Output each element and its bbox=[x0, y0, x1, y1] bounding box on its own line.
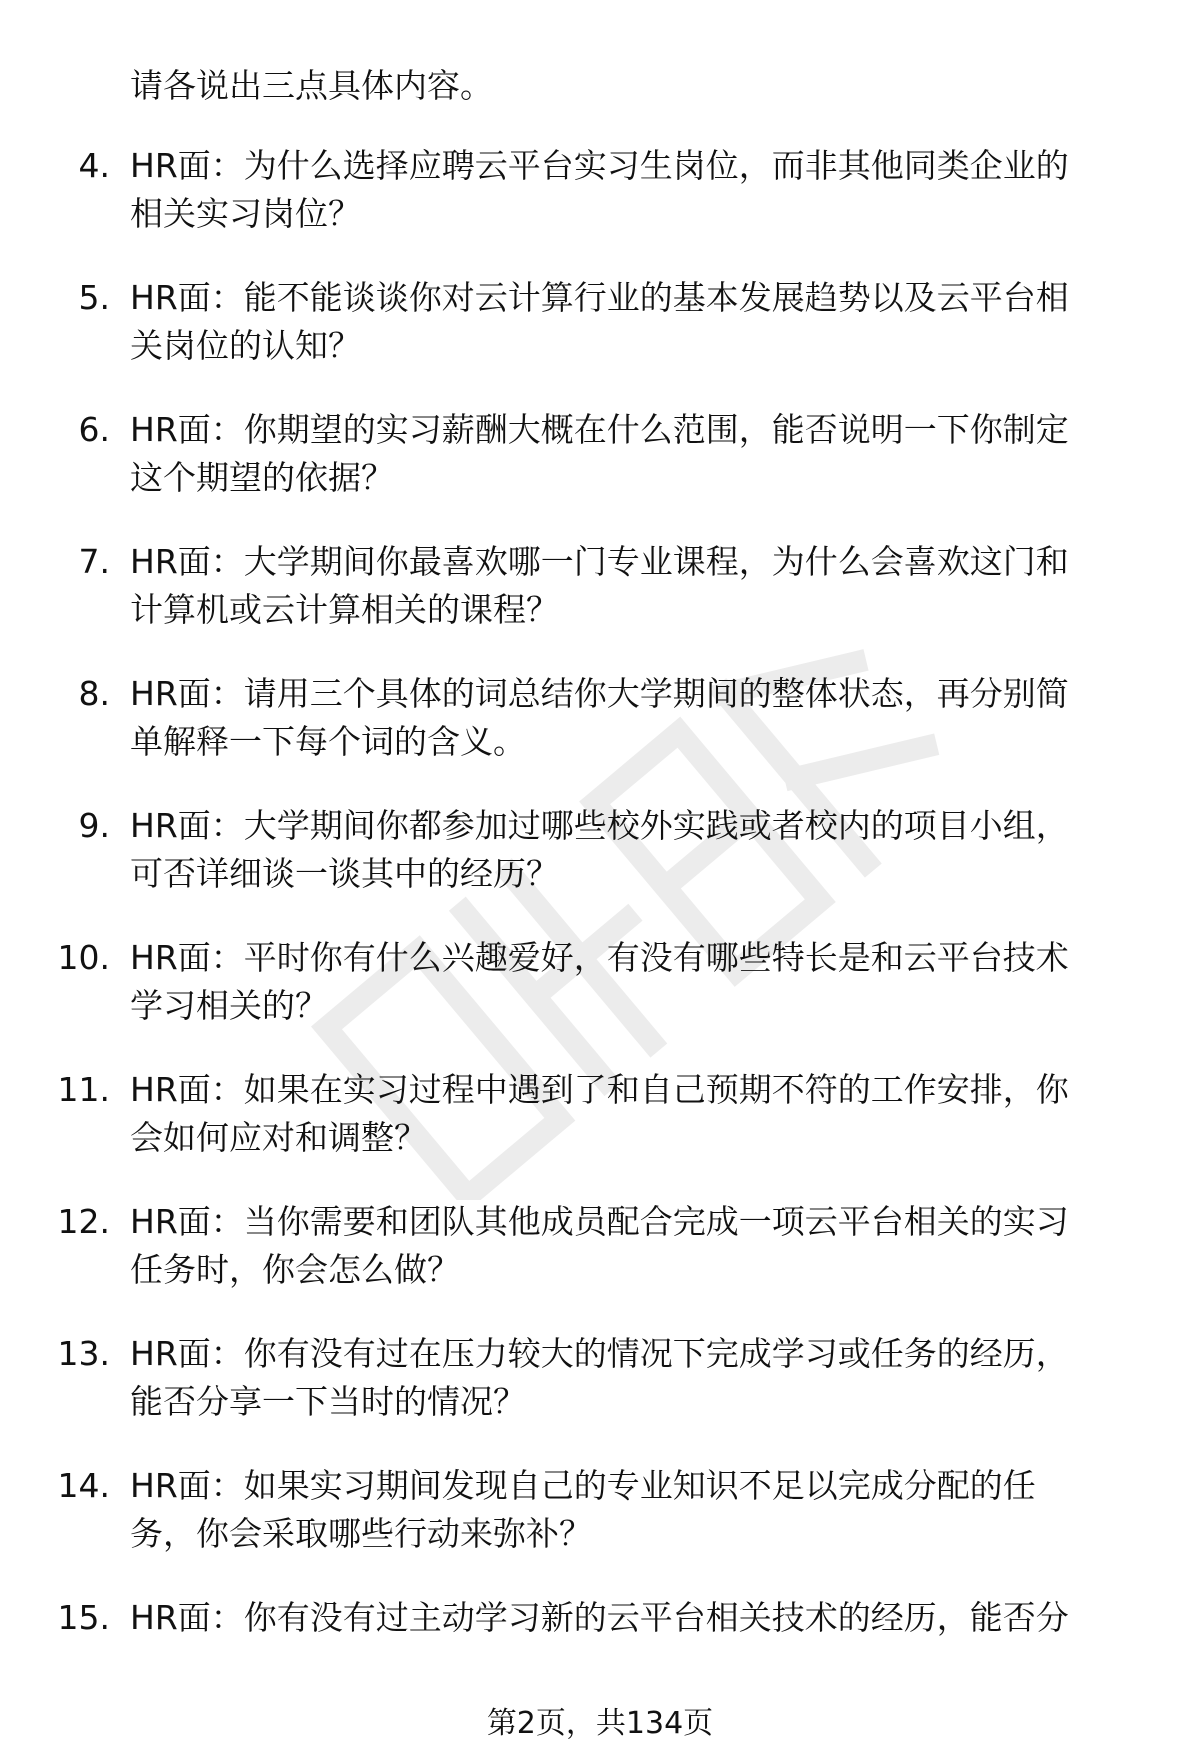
question-item bbox=[0, 406, 1200, 502]
question-item bbox=[0, 802, 1200, 898]
question-item bbox=[0, 274, 1200, 370]
question-text-line: 务，你会采取哪些行动来弥补？ bbox=[130, 1514, 592, 1553]
question-item bbox=[0, 1462, 1200, 1558]
question-item bbox=[0, 1594, 1200, 1690]
question-text-line: 相关实习岗位？ bbox=[130, 194, 361, 233]
question-text bbox=[130, 274, 1160, 370]
question-text bbox=[130, 670, 1160, 766]
question-text-line: HR面：为什么选择应聘云平台实习生岗位，而非其他同类企业的 bbox=[130, 146, 1069, 185]
question-text bbox=[130, 142, 1160, 238]
question-item bbox=[0, 142, 1200, 238]
question-list bbox=[0, 142, 1200, 1726]
question-text bbox=[130, 1594, 1160, 1642]
question-text-line: HR面：当你需要和团队其他成员配合完成一项云平台相关的实习 bbox=[130, 1202, 1069, 1241]
question-text-line: 关岗位的认知？ bbox=[130, 326, 361, 365]
question-text-line: 会如何应对和调整？ bbox=[130, 1118, 427, 1157]
question-text-line: HR面：大学期间你最喜欢哪一门专业课程，为什么会喜欢这门和 bbox=[130, 542, 1069, 581]
question-text-line: HR面：你有没有过主动学习新的云平台相关技术的经历，能否分 bbox=[130, 1598, 1069, 1637]
question-number: 7. bbox=[78, 542, 110, 581]
question-item bbox=[0, 1330, 1200, 1426]
question-item bbox=[0, 1066, 1200, 1162]
question-text-line: HR面：你期望的实习薪酬大概在什么范围，能否说明一下你制定 bbox=[130, 410, 1069, 449]
page-footer: 第2页，共134页 bbox=[486, 1706, 714, 1741]
question-text-line: HR面：大学期间你都参加过哪些校外实践或者校内的项目小组， bbox=[130, 806, 1069, 845]
question-item bbox=[0, 934, 1200, 1030]
question-number: 8. bbox=[78, 674, 110, 713]
question-text-line: HR面：能不能谈谈你对云计算行业的基本发展趋势以及云平台相 bbox=[130, 278, 1069, 317]
question-text-line: HR面：你有没有过在压力较大的情况下完成学习或任务的经历， bbox=[130, 1334, 1069, 1373]
question-text bbox=[130, 934, 1160, 1030]
question-item bbox=[0, 1198, 1200, 1294]
question-item bbox=[0, 670, 1200, 766]
question-text-line: 任务时，你会怎么做？ bbox=[130, 1250, 460, 1289]
question-number: 14. bbox=[57, 1466, 110, 1505]
question-text-line: HR面：平时你有什么兴趣爱好，有没有哪些特长是和云平台技术 bbox=[130, 938, 1069, 977]
question-text-line: 可否详细谈一谈其中的经历？ bbox=[130, 854, 559, 893]
question-text-line: 单解释一下每个词的含义。 bbox=[130, 722, 526, 761]
question-number: 9. bbox=[78, 806, 110, 845]
question-text-line: 学习相关的？ bbox=[130, 986, 328, 1025]
question-number: 13. bbox=[57, 1334, 110, 1373]
question-text-line: HR面：如果实习期间发现自己的专业知识不足以完成分配的任 bbox=[130, 1466, 1036, 1505]
continuation-text: 请各说出三点具体内容。 bbox=[130, 66, 493, 105]
question-text bbox=[130, 406, 1160, 502]
question-text-line: 计算机或云计算相关的课程？ bbox=[130, 590, 559, 629]
question-text bbox=[130, 1330, 1160, 1426]
question-number: 15. bbox=[57, 1598, 110, 1637]
question-text bbox=[130, 1198, 1160, 1294]
question-text-line: HR面：如果在实习过程中遇到了和自己预期不符的工作安排，你 bbox=[130, 1070, 1069, 1109]
question-text bbox=[130, 1462, 1160, 1558]
question-item bbox=[0, 538, 1200, 634]
question-text-line: 能否分享一下当时的情况？ bbox=[130, 1382, 526, 1421]
question-number: 12. bbox=[57, 1202, 110, 1241]
question-number: 6. bbox=[78, 410, 110, 449]
question-text bbox=[130, 802, 1160, 898]
question-number: 5. bbox=[78, 278, 110, 317]
question-text-line: HR面：请用三个具体的词总结你大学期间的整体状态，再分别简 bbox=[130, 674, 1069, 713]
question-number: 4. bbox=[78, 146, 110, 185]
question-text-line: 这个期望的依据？ bbox=[130, 458, 394, 497]
question-text bbox=[130, 538, 1160, 634]
question-number: 11. bbox=[57, 1070, 110, 1109]
question-text bbox=[130, 1066, 1160, 1162]
question-number: 10. bbox=[57, 938, 110, 977]
